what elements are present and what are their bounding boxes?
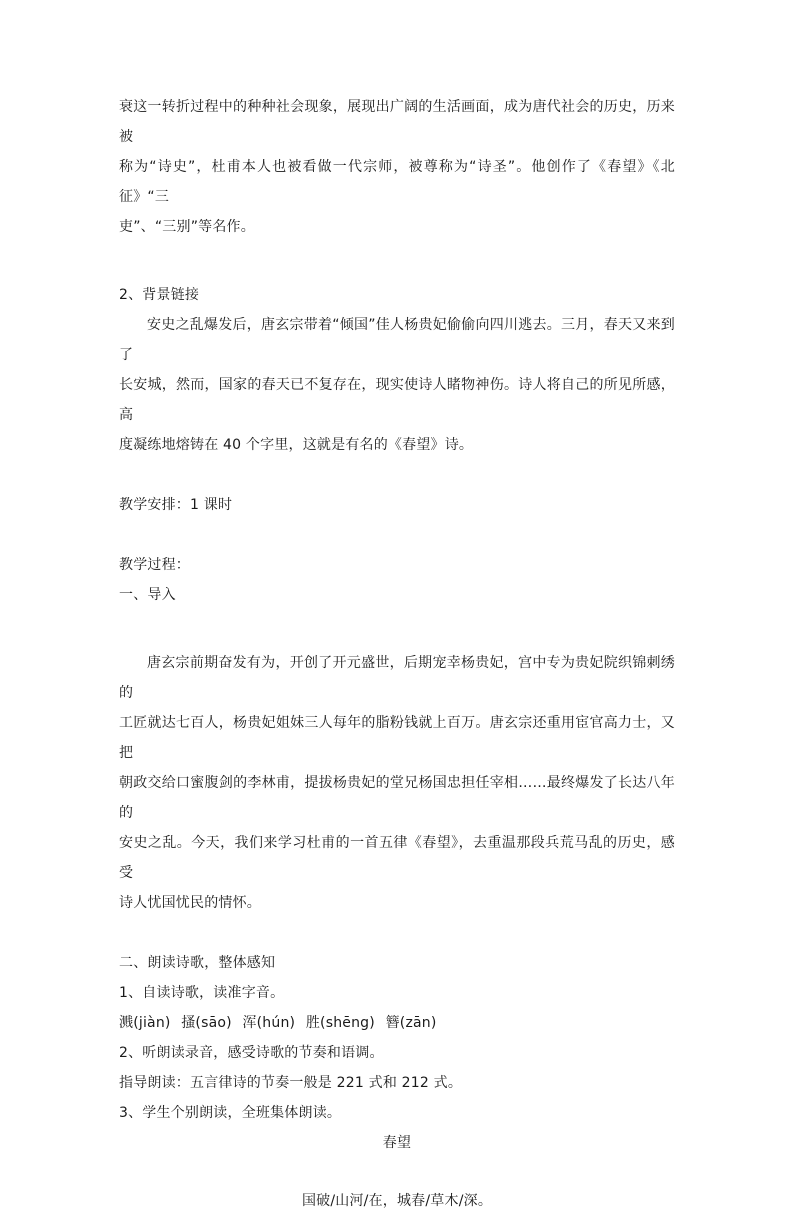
lead-in-line-1: 唐玄宗前期奋发有为，开创了开元盛世，后期宠幸杨贵妃，宫中专为贵妃院织锦刺绣的 (119, 655, 675, 701)
lead-in-line-2: 工匠就达七百人，杨贵妃姐妹三人每年的脂粉钱就上百万。唐玄宗还重用宦官高力士，又把 (119, 715, 675, 761)
document-page (119, 92, 675, 1216)
lead-in-line-3: 朝政交给口蜜腹剑的李林甫，提拔杨贵妃的堂兄杨国忠担任宰相……最终爆发了长达八年的 (119, 775, 675, 821)
poem-line-1: 国破/山河/在，城春/草木/深。 (301, 1193, 493, 1209)
section-heading-intro: 一、导入 (119, 587, 176, 603)
reading-step-3: 3、学生个别朗读，全班集体朗读。 (119, 1105, 342, 1121)
teaching-schedule: 教学安排：1 课时 (119, 497, 233, 513)
background-line-2: 长安城，然而，国家的春天已不复存在，现实使诗人睹物神伤。诗人将自己的所见所感，高 (119, 377, 675, 423)
lead-in-line-4: 安史之乱。今天，我们来学习杜甫的一首五律《春望》，去重温那段兵荒马乱的历史，感受 (119, 835, 675, 881)
pinyin-item: 搔(sāo) (181, 1015, 232, 1031)
reading-step-1: 1、自读诗歌，读准字音。 (119, 985, 285, 1001)
lead-in-line-5: 诗人忧国忧民的情怀。 (119, 895, 261, 911)
pinyin-item: 簪(zān) (385, 1015, 437, 1031)
pinyin-item: 溅(jiàn) (119, 1015, 171, 1031)
background-line-3: 度凝练地熔铸在 40 个字里，这就是有名的《春望》诗。 (119, 437, 474, 453)
intro-line-1: 衰这一转折过程中的种种社会现象，展现出广阔的生活画面，成为唐代社会的历史，历来被 (119, 99, 675, 145)
pinyin-list (119, 1008, 675, 1038)
background-line-1: 安史之乱爆发后，唐玄宗带着“倾国”佳人杨贵妃偷偷向四川逃去。三月，春天又来到了 (119, 317, 675, 363)
intro-line-3: 吏”、“三别”等名作。 (119, 219, 255, 235)
background-heading: 2、背景链接 (119, 287, 200, 303)
poem-title: 春望 (382, 1135, 412, 1151)
reading-guide: 指导朗读：五言律诗的节奏一般是 221 式和 212 式。 (119, 1075, 463, 1091)
intro-line-2: 称为“诗史”，杜甫本人也被看做一代宗师，被尊称为“诗圣”。他创作了《春望》《北征》“三 (119, 159, 675, 205)
reading-step-2: 2、听朗读录音，感受诗歌的节奏和语调。 (119, 1045, 384, 1061)
pinyin-item: 浑(hún) (242, 1015, 296, 1031)
section-heading-reading: 二、朗读诗歌，整体感知 (119, 955, 276, 971)
pinyin-item: 胜(shēng) (305, 1015, 375, 1031)
process-heading: 教学过程： (119, 557, 190, 573)
